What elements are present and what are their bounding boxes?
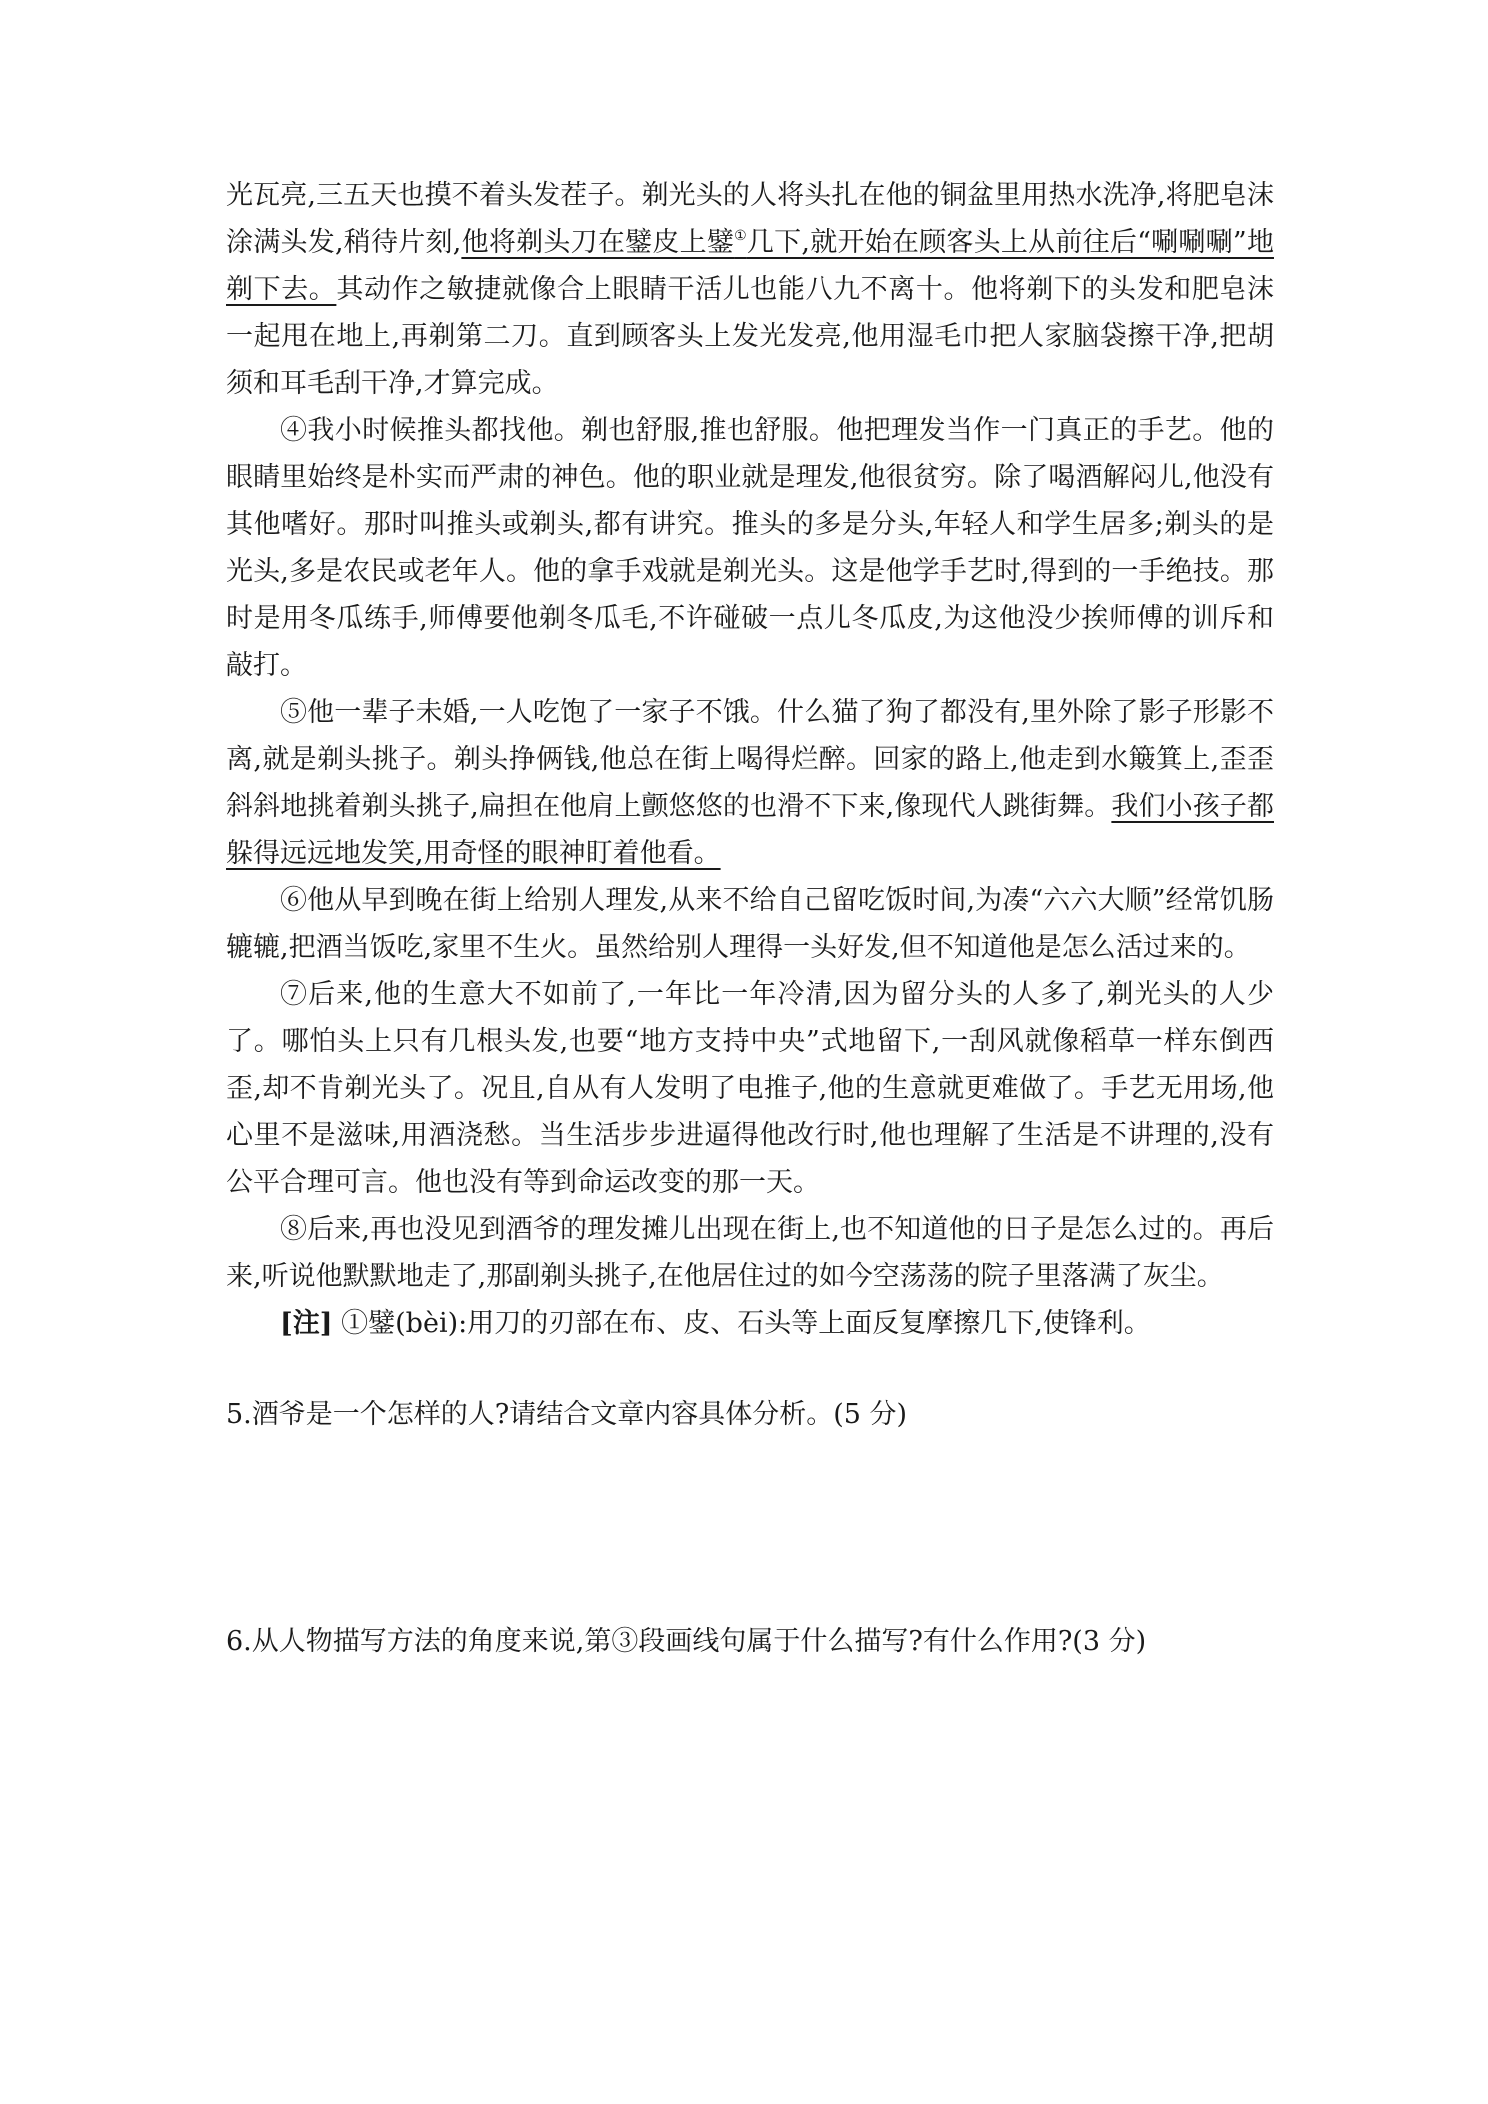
text-segment: 其动作之敏捷就像合上眼睛干活儿也能八九不离十。他将剃下的头发和肥皂沫一起甩在地上,再剃第二刀。直到顾客头上发光发亮,他用湿毛巾把人家脑袋擦干净,把胡须和耳毛刮干净,才算完成。 [226, 274, 1275, 399]
paragraph-4 [226, 407, 1274, 689]
footnote-tag: [注] [280, 1308, 333, 1339]
text-segment: ⑧后来,再也没见到酒爷的理发摊儿出现在街上,也不知道他的日子是怎么过的。再后来,听说他默默地走了,那副剃头挑子,在他居住过的如今空荡荡的院子里落满了灰尘。 [226, 1214, 1274, 1292]
paragraph-8 [226, 1206, 1274, 1300]
paragraph-7 [226, 971, 1274, 1206]
text-segment: ⑤他一辈子未婚,一人吃饱了一家子不饿。什么猫了狗了都没有,里外除了影子形影不离,就是剃头挑子。剃头挣俩钱,他总在街上喝得烂醉。回家的路上,他走到水簸箕上,歪歪斜斜地挑着剃头挑子,扁担在他肩上颤悠悠的也滑不下来,像现代人跳街舞。 [226, 697, 1274, 822]
question-6: 6.从人物描写方法的角度来说,第③段画线句属于什么描写?有什么作用?(3 分) [226, 1626, 1147, 1657]
text-segment: ⑥他从早到晚在街上给别人理发,从来不给自己留吃饭时间,为凑“六六大顺”经常饥肠辘辘,把酒当饭吃,家里不生火。虽然给别人理得一头好发,但不知道他是怎么活过来的。 [226, 885, 1274, 963]
question-5: 5.酒爷是一个怎样的人?请结合文章内容具体分析。(5 分) [226, 1399, 908, 1430]
article-body [226, 172, 1274, 1347]
paragraph-6 [226, 877, 1274, 971]
underlined-sentence: 他将剃头刀在鐾皮上鐾①几下,就开始在顾客头上从前往后“唰唰唰”地剃下去。 [226, 227, 1274, 305]
paragraph-3 [226, 172, 1274, 407]
underlined-sentence: 我们小孩子都躲得远远地发笑,用奇怪的眼神盯着他看。 [226, 791, 1274, 869]
footnote [226, 1300, 1274, 1347]
paragraph-5 [226, 689, 1274, 877]
text-segment: 光瓦亮,三五天也摸不着头发茬子。剃光头的人将头扎在他的铜盆里用热水洗净,将肥皂沫涂满头发,稍待片刻, [226, 180, 1274, 258]
text-segment: ④我小时候推头都找他。剃也舒服,推也舒服。他把理发当作一门真正的手艺。他的眼睛里始终是朴实而严肃的神色。他的职业就是理发,他很贫穷。除了喝酒解闷儿,他没有其他嗜好。那时叫推头或剃头,都有讲究。推头的多是分头,年轻人和学生居多;剃头的是光头,多是农民或老年人。他的拿手戏就是剃光头。这是他学手艺时,得到的一手绝技。那时是用冬瓜练手,师傅要他剃冬瓜毛,不许碰破一点儿冬瓜皮,为这他没少挨师傅的训斥和敲打。 [226, 415, 1274, 681]
footnote-text: ①鐾(bèi):用刀的刃部在布、皮、石头等上面反复摩擦几下,使锋利。 [332, 1308, 1151, 1339]
text-segment: ⑦后来,他的生意大不如前了,一年比一年冷清,因为留分头的人多了,剃光头的人少了。哪怕头上只有几根头发,也要“地方支持中央”式地留下,一刮风就像稻草一样东倒西歪,却不肯剃光头了。况且,自从有人发明了电推子,他的生意就更难做了。手艺无用场,他心里不是滋味,用酒浇愁。当生活步步进逼得他改行时,他也理解了生活是不讲理的,没有公平合理可言。他也没有等到命运改变的那一天。 [226, 979, 1274, 1198]
footnote-marker: ① [734, 228, 747, 244]
